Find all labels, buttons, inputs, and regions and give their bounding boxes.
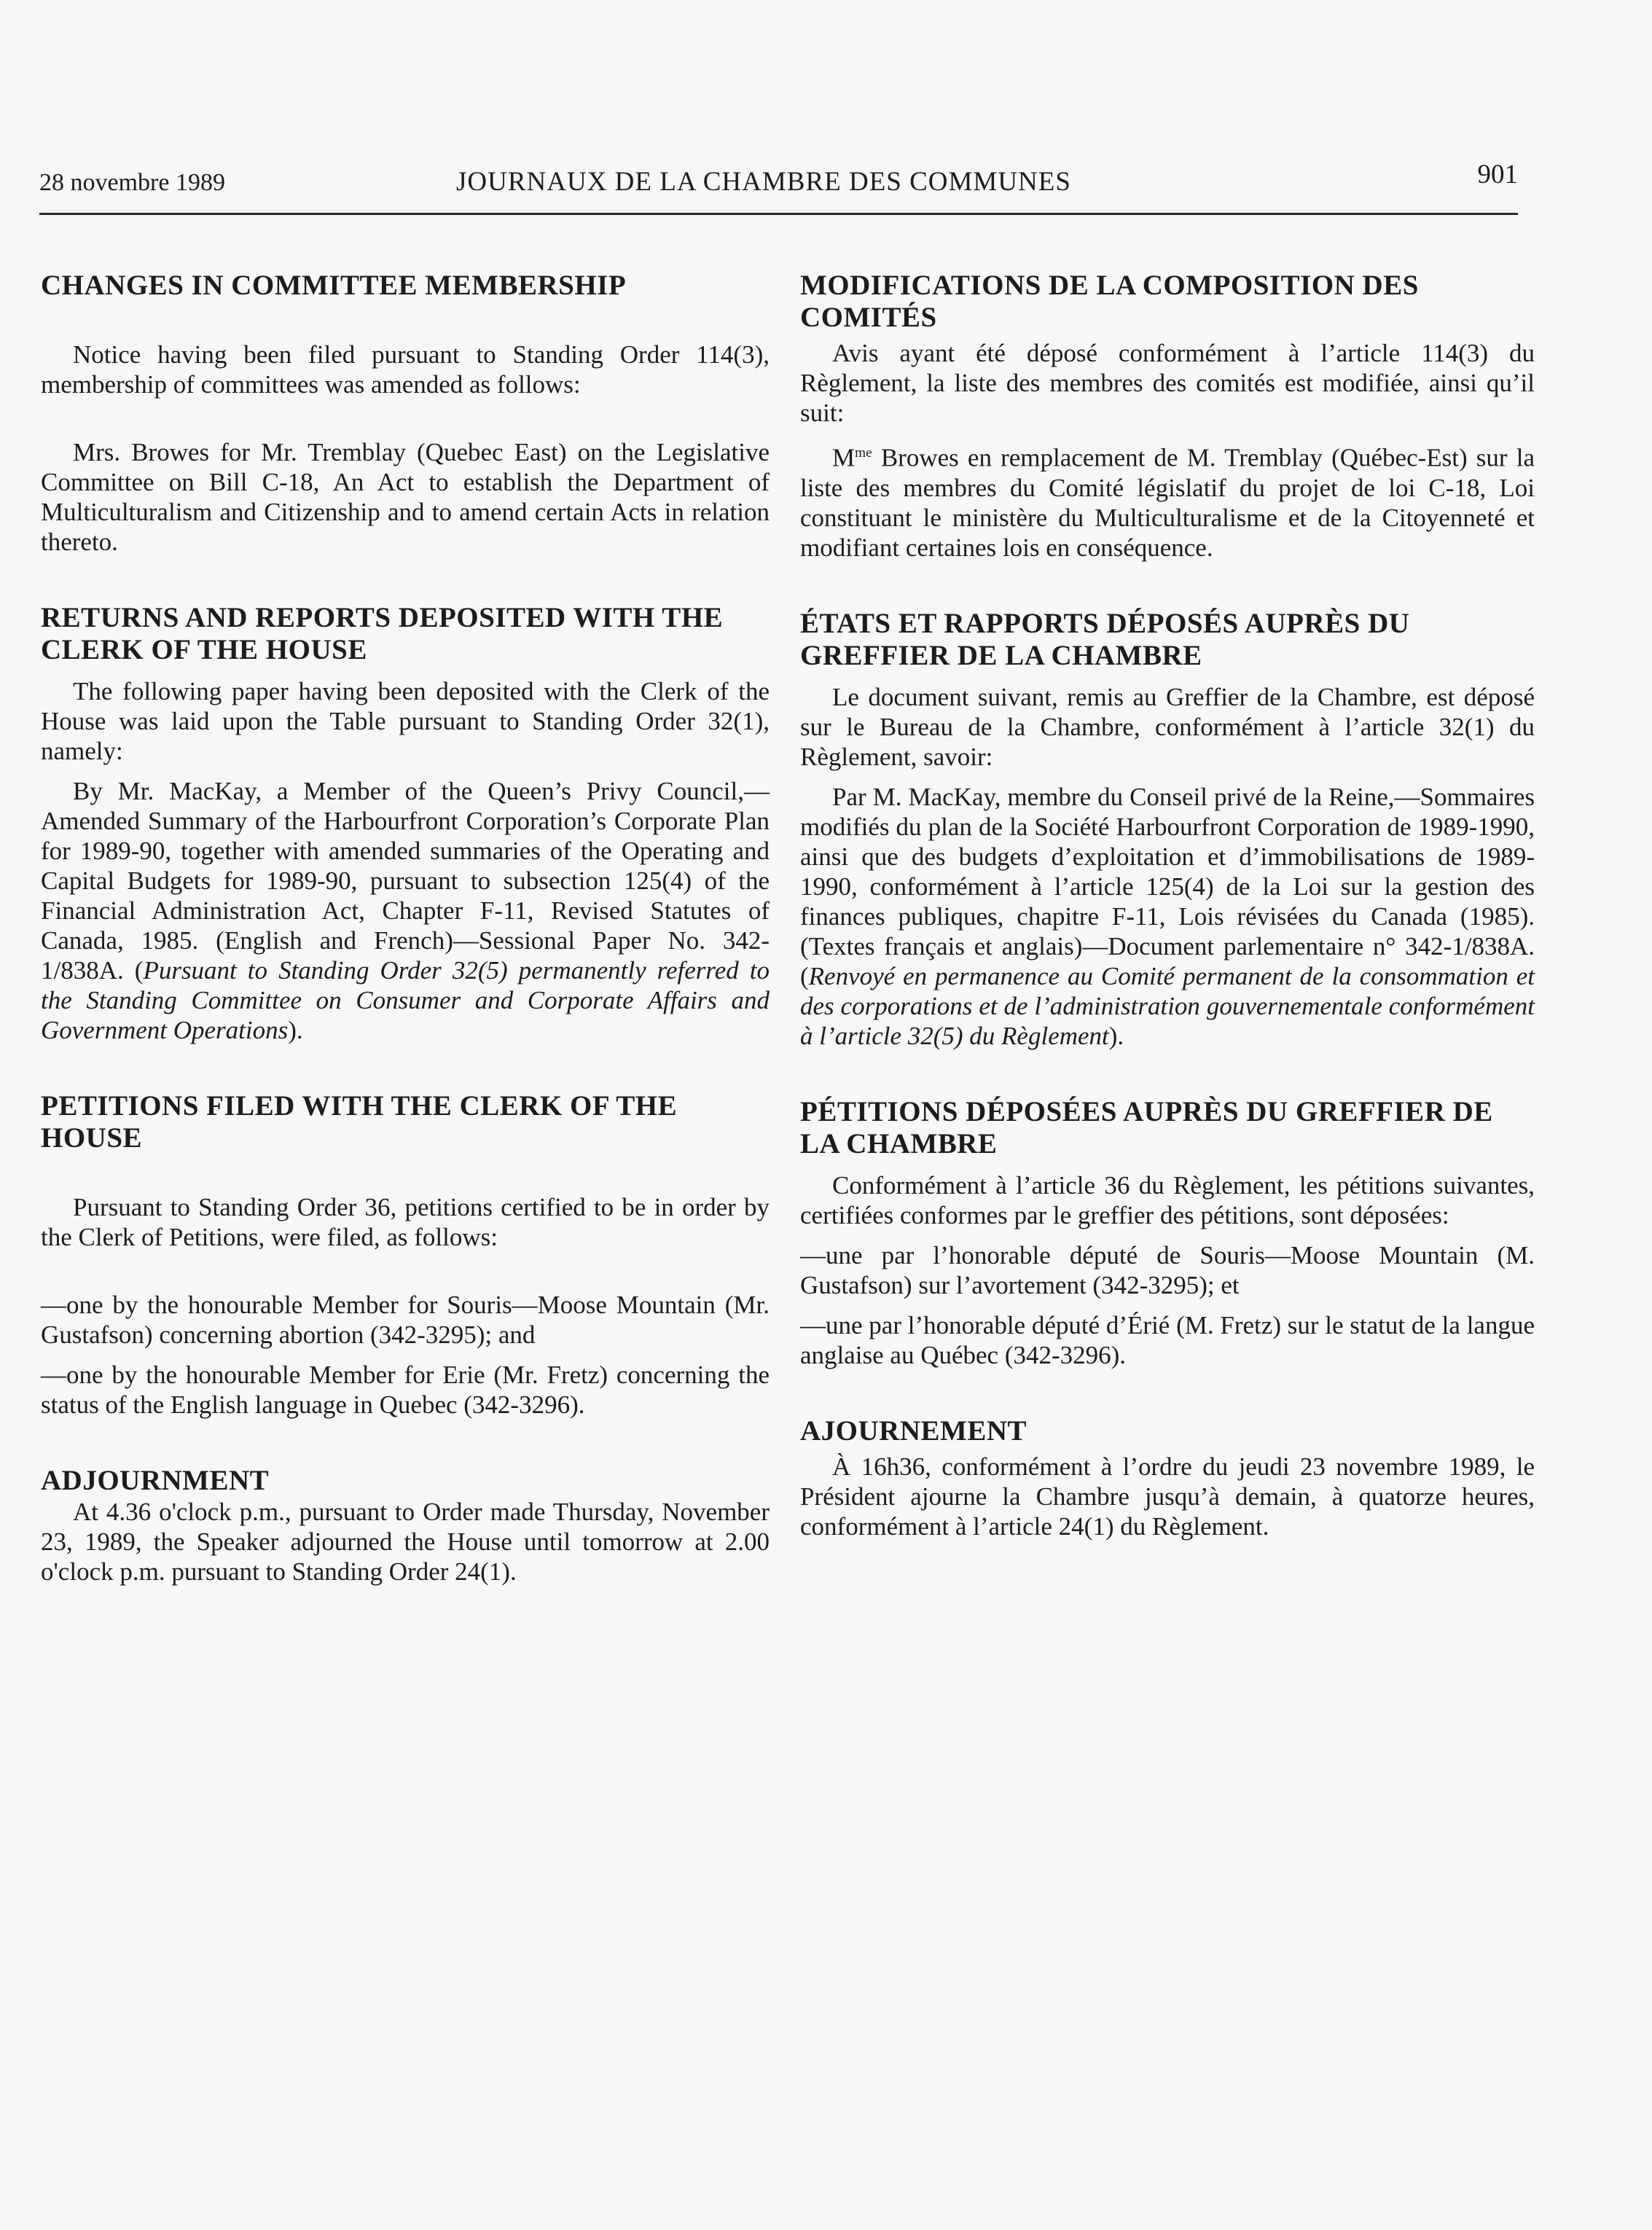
paragraph: À 16h36, conformément à l’ordre du jeudi 23 novembre 1989, le Président ajourne la Chambre jusqu’à demain, à quatorze heures, conformément à l’article 24(1) du Règlement. — [800, 1452, 1535, 1541]
adjournment-section-en — [41, 1465, 770, 1587]
header-rule — [39, 213, 1518, 215]
committee-section-fr — [800, 270, 1535, 563]
paragraph: By Mr. MacKay, a Member of the Queen’s Privy Council,—Amended Summary of the Harbourfront Corporation’s Corporate Plan for 1989-90, together with amended summaries of the Operating and Capital Budgets for 1989-90, pursuant to subsection 125(4) of the Financial Administration Act, Chapter F-11, Revised Statutes of Canada, 1985. (English and French)—Sessional Paper No. 342-1/838A. (Pursuant to Standing Order 32(5) permanently referred to the Standing Committee on Consumer and Corporate Affairs and Government Operations). — [41, 777, 770, 1044]
returns-section-fr — [800, 608, 1535, 1051]
petitions-section-en — [41, 1090, 770, 1420]
page-header — [39, 160, 1518, 211]
committee-section-en — [41, 270, 770, 557]
petition-item: —une par l’honorable député de Souris—Moose Mountain (M. Gustafson) sur l’avortement (342-3295); et — [800, 1240, 1535, 1299]
paragraph: Le document suivant, remis au Greffier de la Chambre, est déposé sur le Bureau de la Chambre, conformément à l’article 32(1) du Règlement, savoir: — [800, 682, 1535, 771]
english-column — [41, 270, 770, 1587]
adjournment-section-fr — [800, 1415, 1535, 1541]
petition-item: —une par l’honorable député d’Érié (M. Fretz) sur le statut de la langue anglaise au Québec (342-3296). — [800, 1310, 1535, 1369]
returns-section-en — [41, 602, 770, 1045]
petition-item: —one by the honourable Member for Erie (Mr. Fretz) concerning the status of the English language in Quebec (342-3296). — [41, 1361, 770, 1419]
paragraph: $M^{me}$ Browes en remplacement de M. Tremblay (Québec-Est) sur la liste des membres du Comité législatif du projet de loi C-18, Loi constituant le ministère du Multiculturalisme et de la Citoyenneté et modifiant certaines lois en conséquence. — [800, 443, 1535, 562]
french-column — [800, 270, 1535, 1541]
section-heading: MODIFICATIONS DE LA COMPOSITION DES COMITÉS — [800, 270, 1419, 333]
paragraph: Mrs. Browes for Mr. Tremblay (Quebec East) on the Legislative Committee on Bill C-18, An Act to establish the Department of Multiculturalism and Citizenship and to amend certain Acts in relation thereto. — [41, 438, 770, 556]
paragraph: The following paper having been deposited with the Clerk of the House was laid upon the Table pursuant to Standing Order 32(1), namely: — [41, 677, 770, 765]
section-heading: CHANGES IN COMMITTEE MEMBERSHIP — [41, 270, 627, 301]
paragraph: Conformément à l’article 36 du Règlement, les pétitions suivantes, certifiées conformes par le greffier des pétitions, sont déposées: — [800, 1170, 1535, 1229]
section-heading: RETURNS AND REPORTS DEPOSITED WITH THE CLERK OF THE HOUSE — [41, 602, 724, 665]
petition-item: —one by the honourable Member for Souris—Moose Mountain (Mr. Gustafson) concerning abortion (342-3295); and — [41, 1291, 770, 1349]
paragraph: Pursuant to Standing Order 36, petitions certified to be in order by the Clerk of Petitions, were filed, as follows: — [41, 1193, 770, 1251]
paragraph: Avis ayant été déposé conformément à l’article 114(3) du Règlement, la liste des membres des comités est modifiée, ainsi qu’il suit: — [800, 339, 1535, 427]
section-heading: ADJOURNMENT — [41, 1465, 270, 1496]
section-heading: AJOURNEMENT — [800, 1415, 1027, 1447]
section-heading: ÉTATS ET RAPPORTS DÉPOSÉS AUPRÈS DU GREFFIER DE LA CHAMBRE — [800, 607, 1410, 671]
paragraph: Par M. MacKay, membre du Conseil privé de la Reine,—Sommaires modifiés du plan de la Société Harbourfront Corporation de 1989-1990, ainsi que des budgets d’exploitation et d’immobilisations de 1989-1990, conformément à l’article 125(4) de la Loi sur la gestion des finances publiques, chapitre F-11, Lois révisées du Canada (1985). (Textes français et anglais)—Document parlementaire n° 342-1/838A. (Renvoyé en permanence au Comité permanent de la consommation et des corporations et de l’administration gouvernementale conformément à l’article 32(5) du Règlement). — [800, 782, 1535, 1050]
header-date: 28 novembre 1989 — [39, 169, 225, 196]
section-heading: PÉTITIONS DÉPOSÉES AUPRÈS DU GREFFIER DE LA CHAMBRE — [800, 1095, 1493, 1159]
page-number: 901 — [1477, 160, 1518, 189]
paragraph: At 4.36 o'clock p.m., pursuant to Order made Thursday, November 23, 1989, the Speaker adjourned the House until tomorrow at 2.00 o'clock p.m. pursuant to Standing Order 24(1). — [41, 1498, 770, 1586]
journal-title: JOURNAUX DE LA CHAMBRE DES COMMUNES — [456, 167, 1071, 197]
paragraph: Notice having been filed pursuant to Standing Order 114(3), membership of committees was amended as follows: — [41, 340, 770, 399]
petitions-section-fr — [800, 1096, 1535, 1370]
section-heading: PETITIONS FILED WITH THE CLERK OF THE HOUSE — [41, 1090, 678, 1154]
